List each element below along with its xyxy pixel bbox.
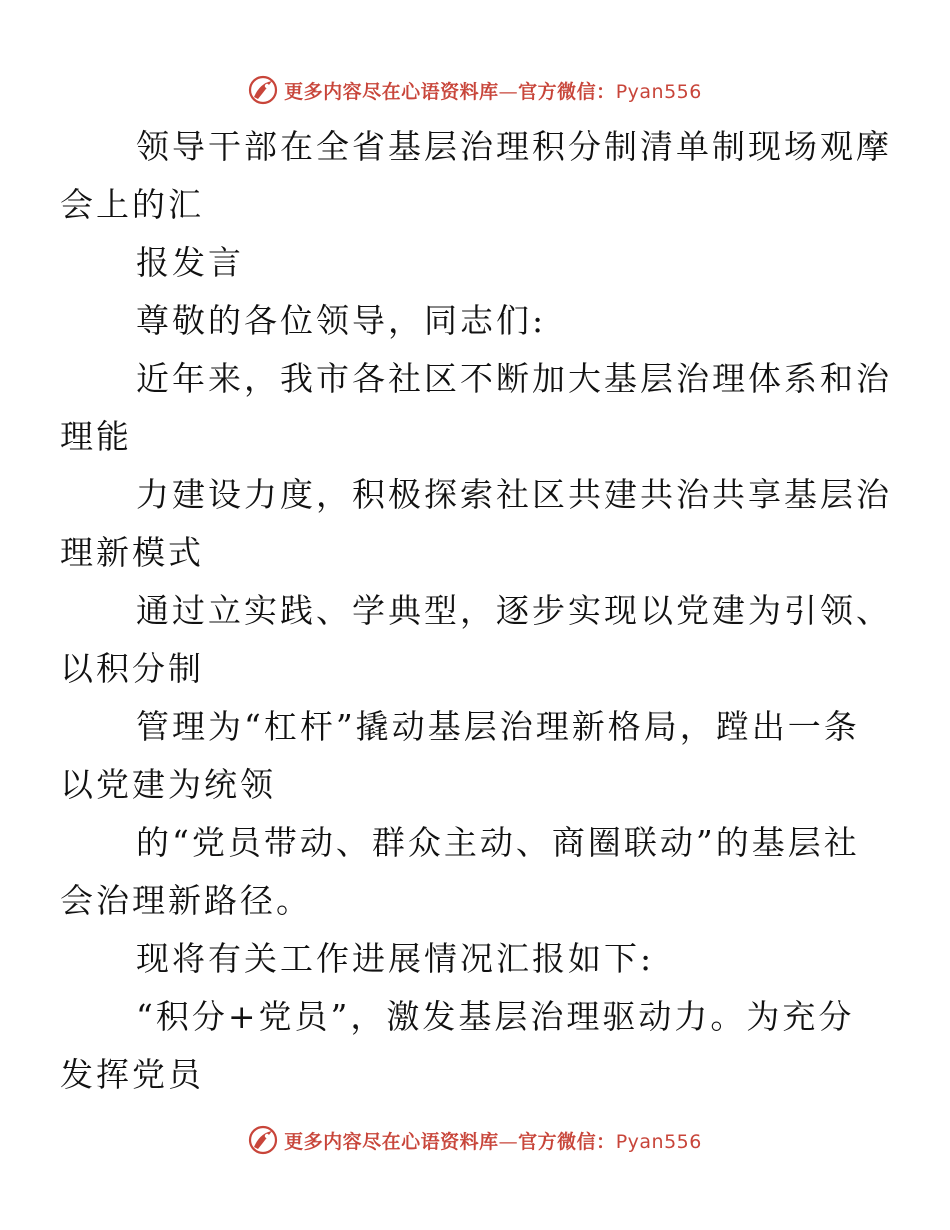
paragraph-9: 现将有关工作进展情况汇报如下: (136, 939, 655, 978)
pen-logo-icon (248, 75, 278, 105)
paragraph-8: 的“党员带动、群众主动、商圈联动”的基层社 会治理新路径。 (60, 823, 860, 920)
paragraph-10: “积分+党员”，激发基层治理驱动力。为充分 发挥党员 (60, 997, 855, 1094)
paragraph-6: 通过立实践、学典型，逐步实现以党建为引领、 以积分制 (60, 591, 892, 688)
paragraph-3: 尊敬的各位领导，同志们: (136, 301, 547, 340)
paragraph-1: 领导干部在全省基层治理积分制清单制现场观摩 会上的汇 (60, 127, 892, 224)
watermark-text: 更多内容尽在心语资料库—官方微信：Pyan556 (284, 80, 702, 103)
watermark-text: 更多内容尽在心语资料库—官方微信：Pyan556 (284, 1130, 702, 1153)
header-watermark (0, 70, 950, 110)
paragraph-5: 力建设力度，积极探索社区共建共治共享基层治 理新模式 (60, 475, 892, 572)
paragraph-7: 管理为“杠杆”撬动基层治理新格局，蹚出一条 以党建为统领 (60, 707, 860, 804)
pen-logo-icon (248, 1125, 278, 1155)
paragraph-2: 报发言 (136, 243, 244, 282)
paragraph-4: 近年来，我市各社区不断加大基层治理体系和治 理能 (60, 359, 892, 456)
document-body (60, 118, 892, 1104)
footer-watermark (0, 1120, 950, 1160)
